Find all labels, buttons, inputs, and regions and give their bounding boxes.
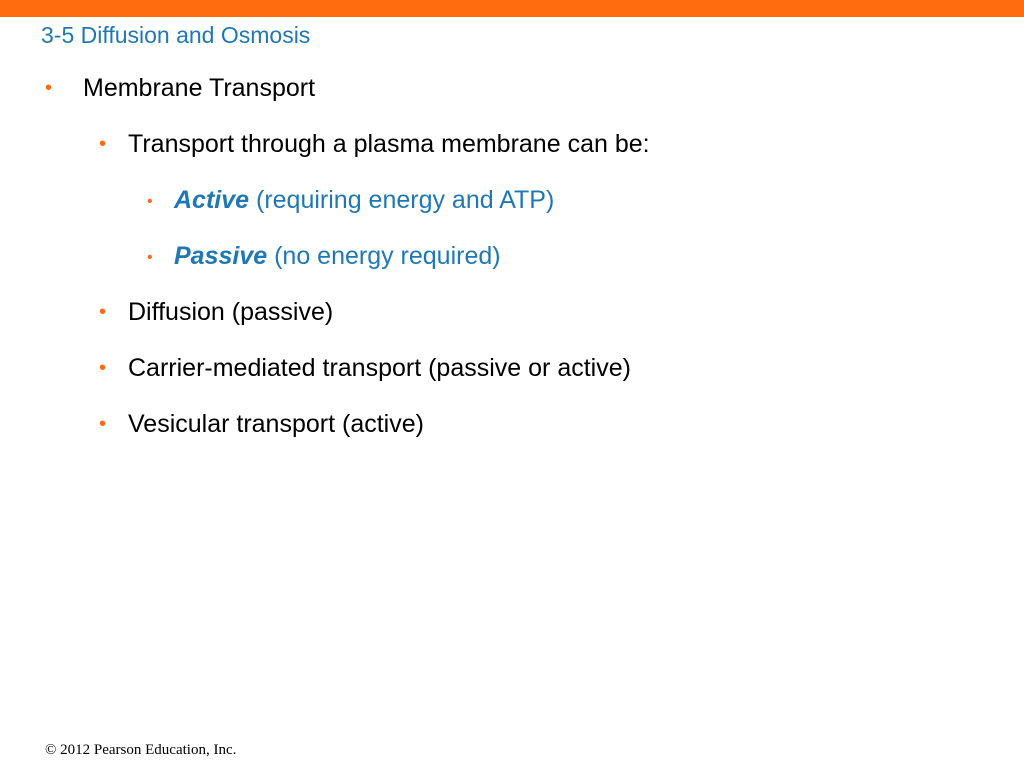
- bullet-item-active: [147, 185, 555, 215]
- bullet-item-vesicular: [99, 409, 424, 439]
- bullet-icon: •: [45, 77, 53, 99]
- bullet-item-membrane-transport: [45, 73, 316, 103]
- term-passive-description: (no energy required): [267, 242, 501, 270]
- top-accent-bar: [0, 0, 1024, 17]
- bullet-item-carrier-mediated: [99, 353, 631, 383]
- bullet-text: Vesicular transport (active): [128, 410, 424, 438]
- slide-title: 3-5 Diffusion and Osmosis: [41, 22, 311, 48]
- bullet-icon: •: [99, 301, 107, 323]
- copyright-footer: © 2012 Pearson Education, Inc.: [45, 742, 237, 758]
- bullet-item-transport-through-membrane: [99, 129, 650, 159]
- bullet-text: Membrane Transport: [83, 74, 316, 102]
- bullet-item-diffusion: [99, 297, 334, 327]
- term-passive: Passive: [174, 242, 268, 270]
- bullet-text: Diffusion (passive): [128, 298, 334, 326]
- term-active-description: (requiring energy and ATP): [249, 186, 555, 214]
- bullet-icon: •: [99, 357, 107, 379]
- term-active: Active: [174, 186, 250, 214]
- bullet-icon: •: [147, 193, 153, 210]
- bullet-item-passive: [147, 241, 501, 271]
- bullet-icon: •: [99, 413, 107, 435]
- bullet-icon: •: [99, 133, 107, 155]
- bullet-text: Carrier-mediated transport (passive or active): [128, 354, 631, 382]
- bullet-icon: •: [147, 249, 153, 266]
- bullet-text: Transport through a plasma membrane can be:: [128, 130, 650, 158]
